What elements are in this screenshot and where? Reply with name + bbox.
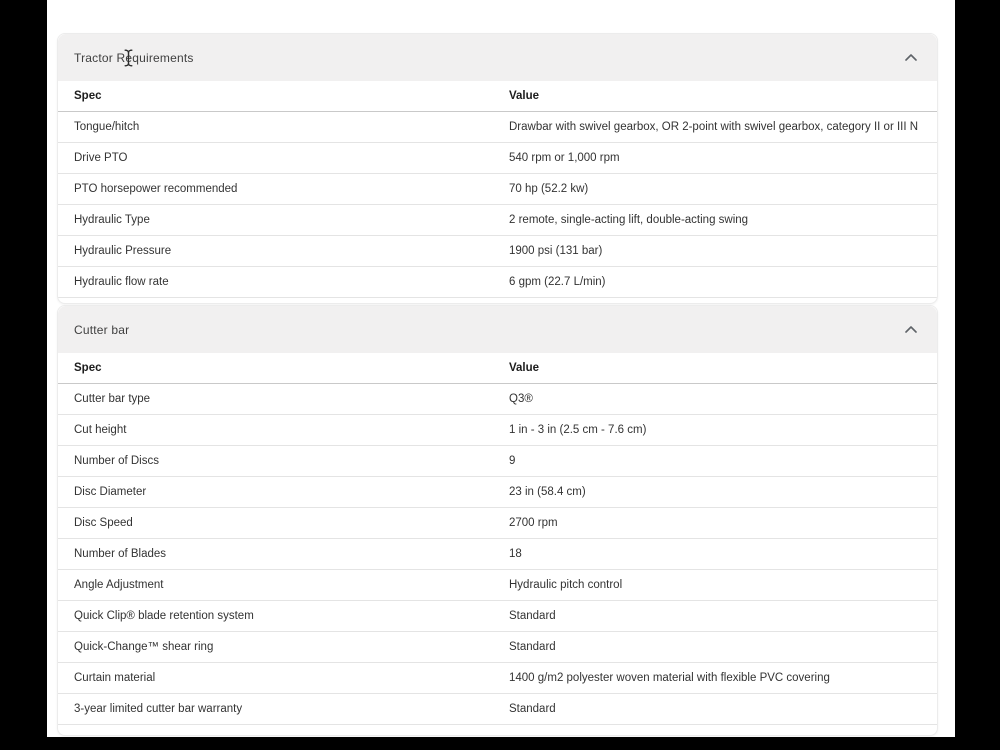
section-title: Cutter bar [74,322,130,337]
spec-cell: Disc Diameter [74,486,147,498]
table-row [58,446,937,477]
page-canvas [47,0,955,737]
value-cell: Drawbar with swivel gearbox, OR 2-point with swivel gearbox, category II or III N [509,121,919,133]
section-header-cutter-bar[interactable] [58,306,937,353]
spec-cell: PTO horsepower recommended [74,183,238,195]
section-header-tractor-requirements[interactable] [58,34,937,81]
column-header-spec: Spec [74,90,102,102]
value-cell: Standard [509,703,556,715]
table-row [58,415,937,446]
table-body [58,384,937,725]
table-row [58,508,937,539]
spec-cell: Number of Blades [74,548,167,560]
spec-cell: Drive PTO [74,152,128,164]
chevron-up-icon [905,326,917,333]
value-cell: 18 [509,548,522,560]
value-cell: 9 [509,455,516,467]
value-cell: Standard [509,641,556,653]
column-header-value: Value [509,90,540,102]
spec-cell: Disc Speed [74,517,133,529]
table-row [58,663,937,694]
spec-cell: Quick-Change™ shear ring [74,641,214,653]
spec-cell: Number of Discs [74,455,159,467]
spec-cell: Quick Clip® blade retention system [74,610,254,622]
table-header-row [58,353,937,384]
letterbox-left [0,0,47,750]
collapse-section-button[interactable] [901,322,921,337]
table-row [58,384,937,415]
table-row [58,694,937,725]
spec-cell: Tongue/hitch [74,121,140,133]
value-cell: 70 hp (52.2 kw) [509,183,589,195]
spec-cell: Angle Adjustment [74,579,164,591]
value-cell: 6 gpm (22.7 L/min) [509,276,606,288]
section-title: Tractor Requirements [74,50,194,65]
collapse-section-button[interactable] [901,50,921,65]
table-row [58,632,937,663]
value-cell: 2 remote, single-acting lift, double-acting swing [509,214,749,226]
spec-cell: Cut height [74,424,127,436]
table-row [58,477,937,508]
spec-cell: Hydraulic Pressure [74,245,172,257]
value-cell: 1400 g/m2 polyester woven material with flexible PVC covering [509,672,830,684]
table-row [58,205,937,236]
table-row [58,539,937,570]
value-cell: 540 rpm or 1,000 rpm [509,152,620,164]
value-cell: Q3® [509,393,533,405]
value-cell: 1900 psi (131 bar) [509,245,603,257]
spec-section-cutter-bar [57,305,938,736]
value-cell: Hydraulic pitch control [509,579,623,591]
table-row [58,267,937,298]
table-row [58,236,937,267]
card-bottom-padding [58,725,937,735]
value-cell: 23 in (58.4 cm) [509,486,586,498]
spec-cell: 3-year limited cutter bar warranty [74,703,243,715]
value-cell: 2700 rpm [509,517,558,529]
table-row [58,174,937,205]
letterbox-right [955,0,1000,750]
spec-cell: Hydraulic Type [74,214,150,226]
value-cell: Standard [509,610,556,622]
table-row [58,112,937,143]
spec-cell: Cutter bar type [74,393,151,405]
spec-cell: Curtain material [74,672,156,684]
table-body [58,112,937,298]
letterbox-bottom [0,737,1000,750]
table-row [58,570,937,601]
card-bottom-padding [58,298,937,303]
spec-cell: Hydraulic flow rate [74,276,169,288]
table-row [58,143,937,174]
column-header-value: Value [509,362,540,374]
table-header-row [58,81,937,112]
value-cell: 1 in - 3 in (2.5 cm - 7.6 cm) [509,424,647,436]
column-header-spec: Spec [74,362,102,374]
chevron-up-icon [905,54,917,61]
spec-section-tractor-requirements [57,33,938,304]
table-row [58,601,937,632]
